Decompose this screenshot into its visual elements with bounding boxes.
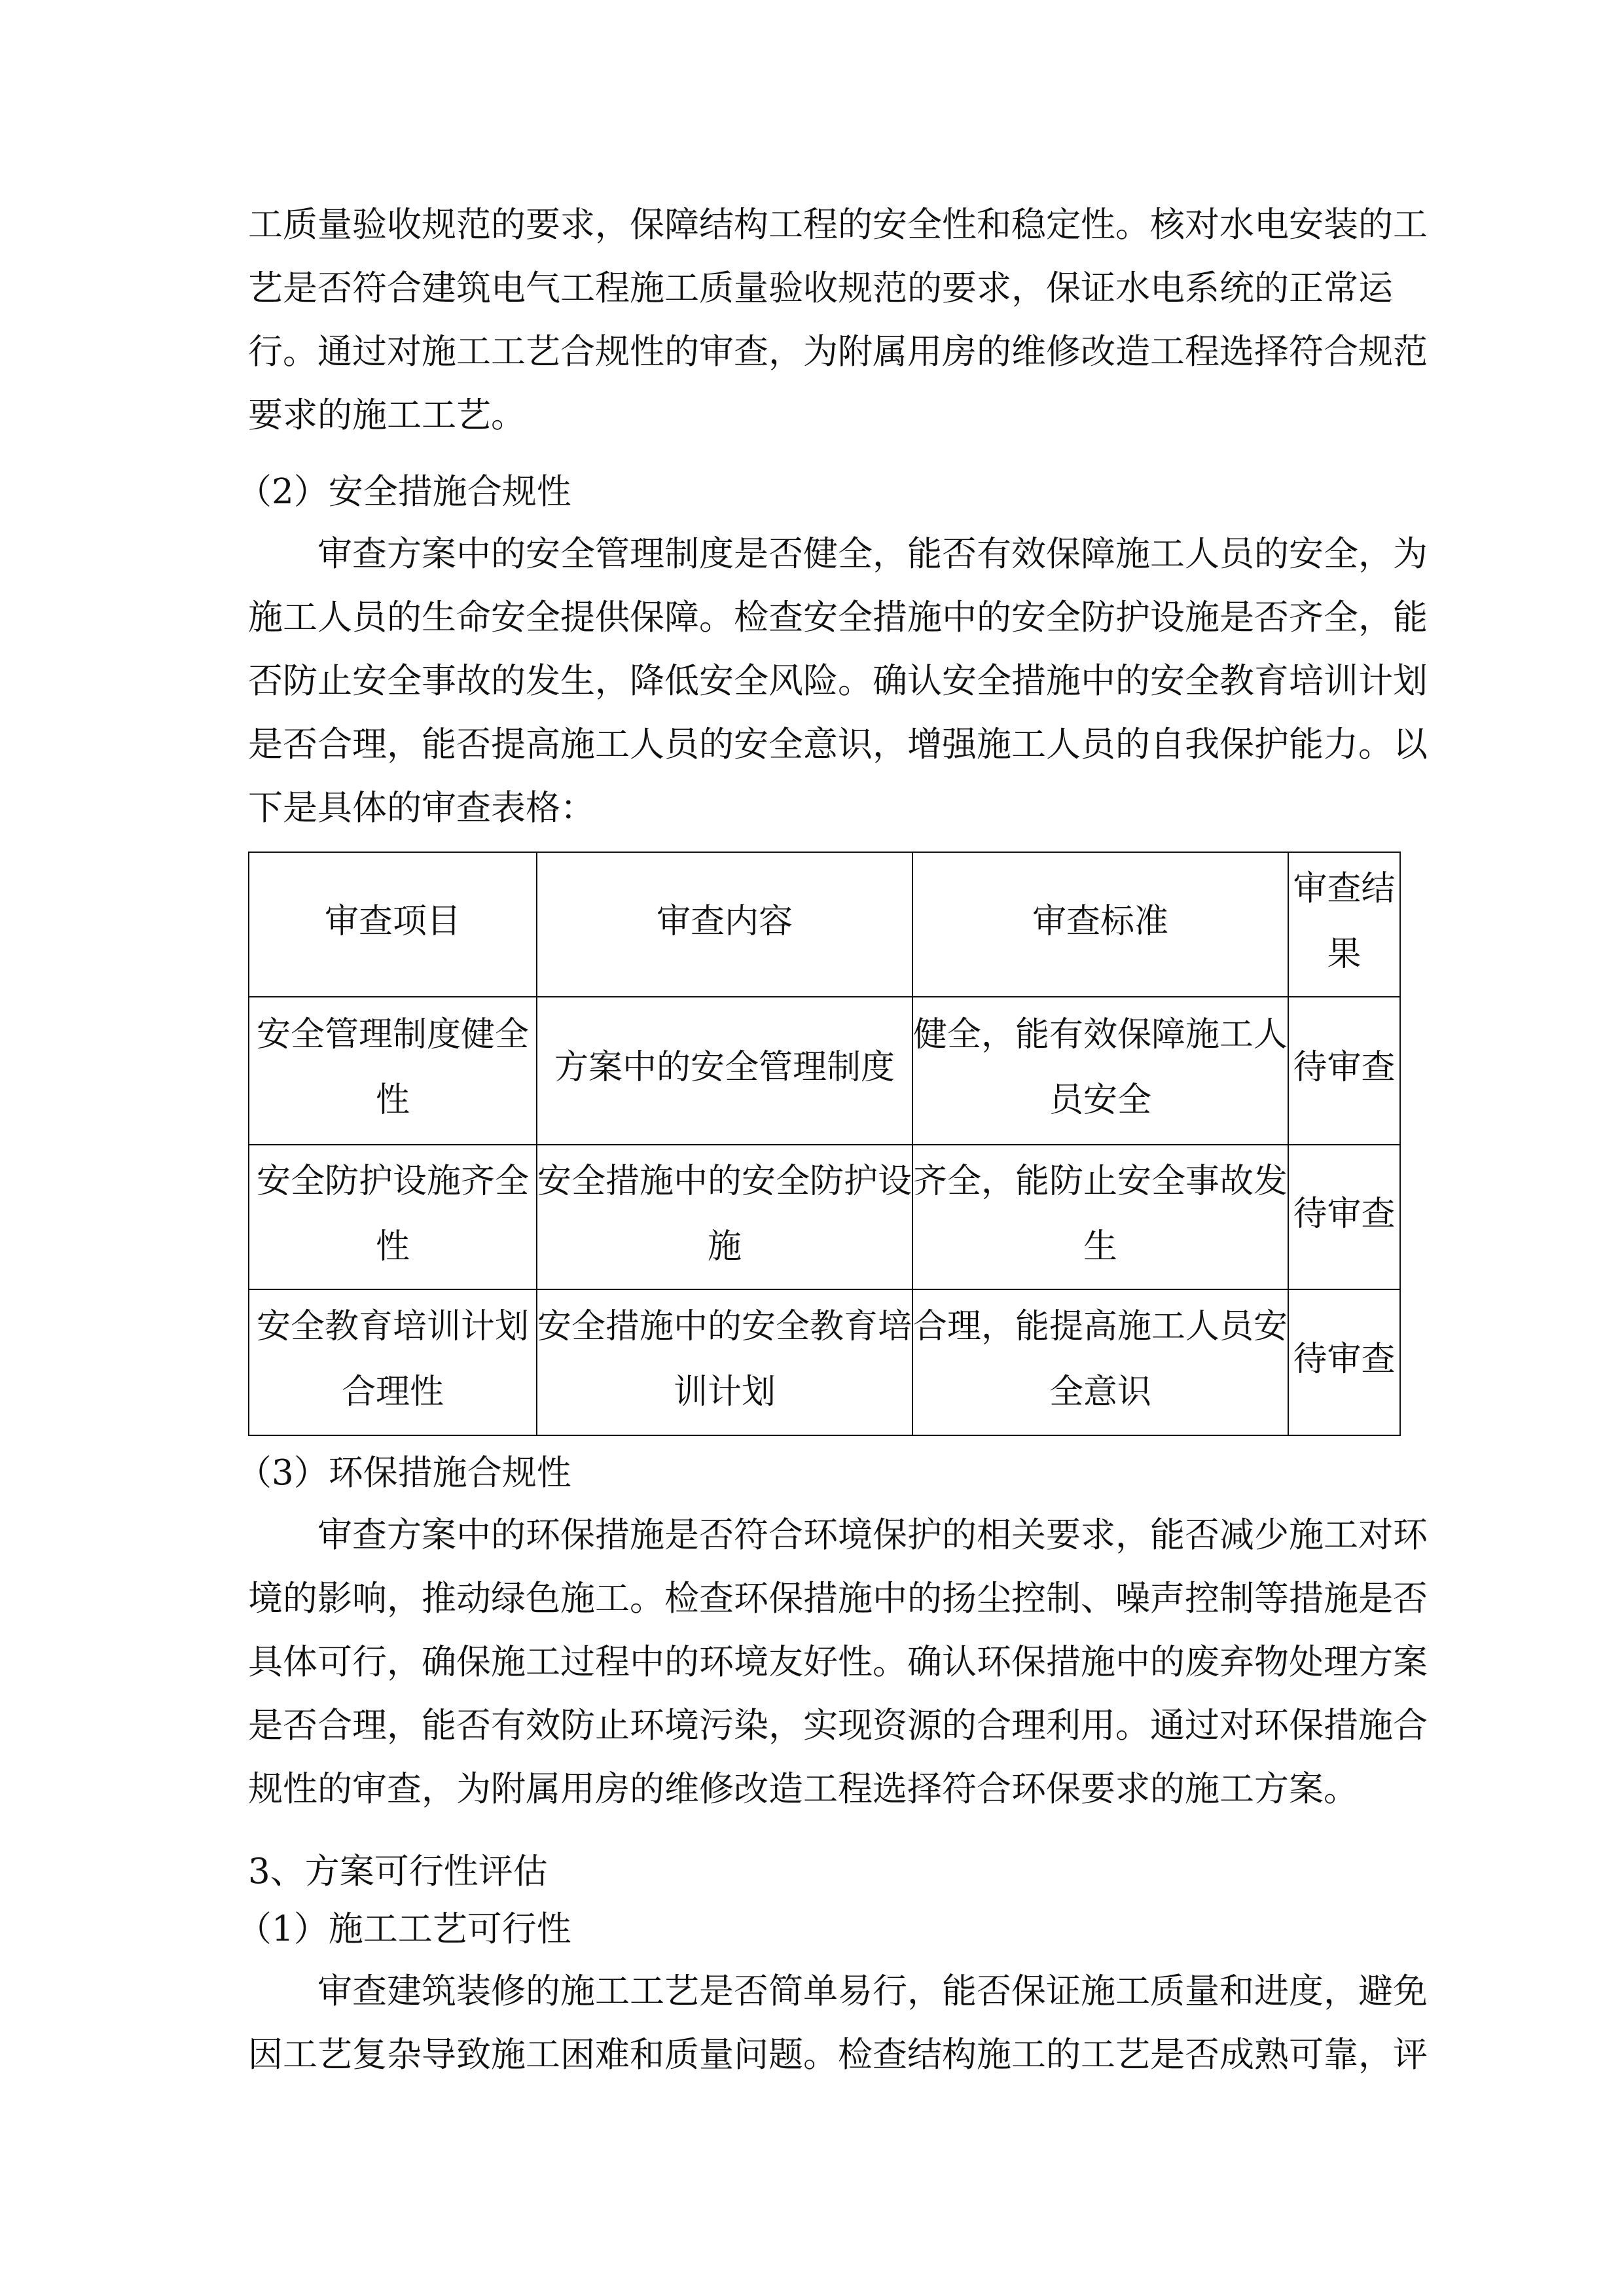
text-line: 否防止安全事故的发生，降低安全风险。确认安全措施中的安全教育培训计划 (248, 661, 1428, 701)
cell-result (1288, 1289, 1400, 1435)
cell-text: 训计划 (674, 1372, 776, 1412)
heading-process-feasibility: （1）施工工艺可行性 (237, 1909, 571, 1949)
heading-safety-compliance: （2）安全措施合规性 (237, 472, 571, 512)
cell-result (1288, 997, 1400, 1145)
header-cell-item (249, 852, 537, 997)
cell-text: 合理，能提高施工人员安 (913, 1306, 1288, 1346)
cell-text: 安全防护设施齐全 (256, 1161, 529, 1201)
text-line: 下是具体的审查表格： (248, 788, 595, 828)
cell-item (249, 997, 537, 1145)
text-line: 审查方案中的安全管理制度是否健全，能否有效保障施工人员的安全，为 (317, 534, 1428, 574)
paragraph-environment-compliance (248, 1503, 1428, 1821)
paragraph-process-feasibility (248, 1960, 1428, 2087)
review-table (248, 852, 1401, 1436)
cell-content (537, 1145, 912, 1289)
text-line: 规性的审查，为附属用房的维修改造工程选择符合环保要求的施工方案。 (248, 1769, 1358, 1809)
cell-text: 全意识 (1049, 1372, 1152, 1412)
cell-text: 性 (375, 1227, 410, 1266)
cell-text: 安全措施中的安全防护设 (537, 1161, 912, 1201)
text-line: 是否合理，能否提高施工人员的安全意识，增强施工人员的自我保护能力。以 (248, 725, 1428, 764)
paragraph-process-compliance (248, 193, 1428, 447)
text-line: 是否合理，能否有效防止环境污染，实现资源的合理利用。通过对环保措施合 (248, 1706, 1428, 1746)
cell-text: 待审查 (1293, 1194, 1396, 1234)
header-cell-standard (912, 852, 1288, 997)
text-line: 工质量验收规范的要求，保障结构工程的安全性和稳定性。核对水电安装的工 (248, 205, 1428, 245)
cell-standard (912, 997, 1288, 1145)
cell-text: 齐全，能防止安全事故发 (913, 1161, 1288, 1201)
cell-text: 安全教育培训计划 (256, 1306, 529, 1346)
section-heading-feasibility: 3、方案可行性评估 (248, 1852, 548, 1892)
text-line: 施工人员的生命安全提供保障。检查安全措施中的安全防护设施是否齐全，能 (248, 598, 1428, 637)
cell-text: 待审查 (1293, 1048, 1396, 1087)
text-line: 审查建筑装修的施工工艺是否简单易行，能否保证施工质量和进度，避免 (317, 1971, 1428, 2011)
text-line: 要求的施工工艺。 (248, 395, 526, 435)
text-line: 行。通过对施工工艺合规性的审查，为附属用房的维修改造工程选择符合规范 (248, 332, 1428, 372)
table-row (249, 1145, 1400, 1289)
text-line: 具体可行，确保施工过程中的环境友好性。确认环保措施中的废弃物处理方案 (248, 1642, 1428, 1682)
text-line: 因工艺复杂导致施工困难和质量问题。检查结构施工的工艺是否成熟可靠，评 (248, 2035, 1428, 2075)
cell-text: 方案中的安全管理制度 (554, 1048, 895, 1087)
cell-text: 安全措施中的安全教育培 (537, 1306, 912, 1346)
cell-text: 审查结 (1293, 869, 1396, 908)
cell-text: 审查标准 (1032, 901, 1169, 941)
cell-text: 审查项目 (324, 901, 461, 941)
table-header-row (249, 852, 1400, 997)
cell-text: 性 (375, 1081, 410, 1120)
table-row (249, 997, 1400, 1145)
header-cell-result (1288, 852, 1400, 997)
cell-text: 生 (1083, 1227, 1118, 1266)
cell-text: 安全管理制度健全 (256, 1015, 529, 1054)
cell-result (1288, 1145, 1400, 1289)
cell-content (537, 1289, 912, 1435)
cell-text: 员安全 (1049, 1081, 1152, 1120)
paragraph-safety-compliance (248, 522, 1428, 840)
cell-text: 健全，能有效保障施工人 (913, 1015, 1288, 1054)
table-row (249, 1289, 1400, 1435)
text-line: 境的影响，推动绿色施工。检查环保措施中的扬尘控制、噪声控制等措施是否 (248, 1579, 1428, 1619)
heading-environment-compliance: （3）环保措施合规性 (237, 1453, 571, 1493)
cell-text: 合理性 (341, 1372, 444, 1412)
text-line: 审查方案中的环保措施是否符合环境保护的相关要求，能否减少施工对环 (317, 1515, 1428, 1555)
cell-content (537, 997, 912, 1145)
cell-text: 果 (1327, 934, 1362, 974)
cell-text: 施 (708, 1227, 742, 1266)
header-cell-content (537, 852, 912, 997)
text-line: 艺是否符合建筑电气工程施工质量验收规范的要求，保证水电系统的正常运 (248, 268, 1393, 308)
cell-text: 待审查 (1293, 1339, 1396, 1379)
cell-standard (912, 1145, 1288, 1289)
cell-text: 审查内容 (657, 901, 793, 941)
cell-standard (912, 1289, 1288, 1435)
cell-item (249, 1289, 537, 1435)
cell-item (249, 1145, 537, 1289)
